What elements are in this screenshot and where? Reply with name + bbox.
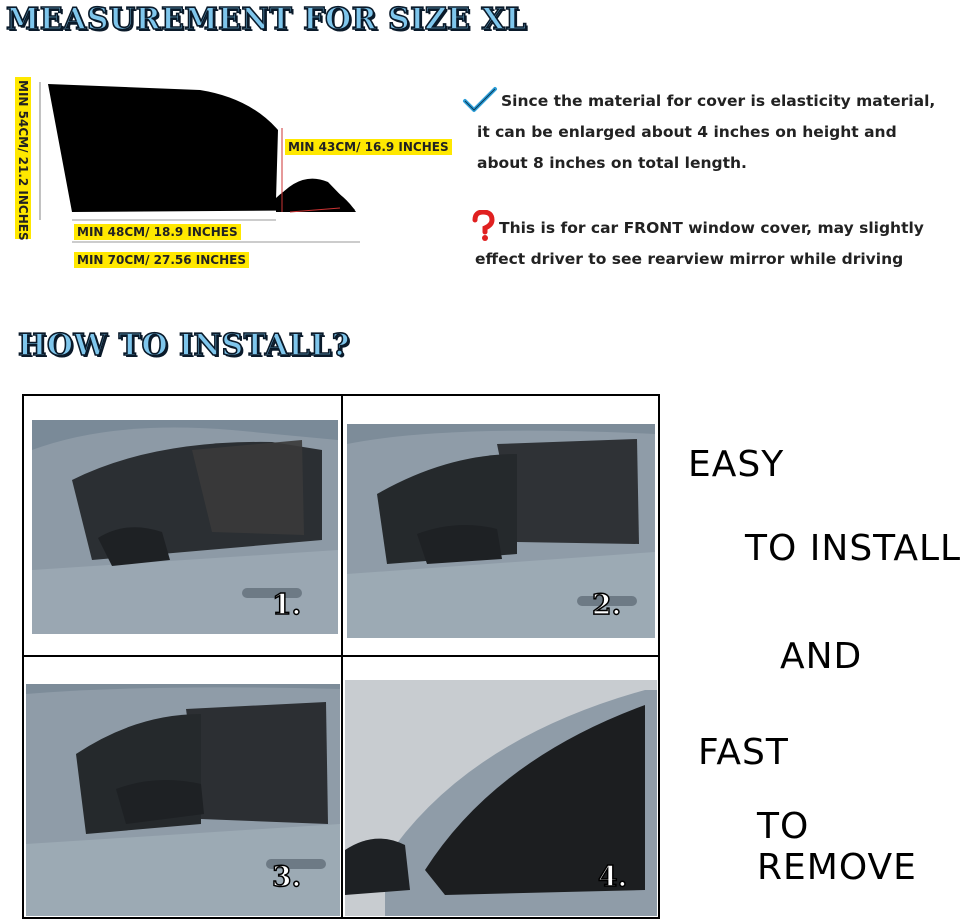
measurement-title: MEASUREMENT FOR SIZE XL bbox=[6, 2, 527, 37]
slogan-to-remove: TO REMOVE bbox=[757, 806, 917, 888]
height-label: MIN 54CM/ 21.2 INCHES bbox=[15, 77, 31, 239]
total-length-label: MIN 70CM/ 27.56 INCHES bbox=[74, 252, 249, 268]
install-title: HOW TO INSTALL? bbox=[18, 328, 350, 363]
window-cover-diagram bbox=[0, 70, 370, 270]
slogan-to-install: TO INSTALL bbox=[745, 528, 962, 569]
grid-divider-horizontal bbox=[22, 655, 660, 657]
rear-height-label: MIN 43CM/ 16.9 INCHES bbox=[285, 139, 452, 155]
mirror-notch bbox=[276, 182, 356, 212]
bottom-length-label: MIN 48CM/ 18.9 INCHES bbox=[74, 224, 241, 240]
step-1-number: 1. bbox=[272, 588, 302, 621]
step-3-number: 3. bbox=[272, 860, 302, 893]
front-window-note: This is for car FRONT window cover, may slightly effect driver to see rearview mirror while driving bbox=[475, 219, 924, 268]
slogan-easy: EASY bbox=[688, 444, 785, 485]
elastic-note: Since the material for cover is elasticity material, it can be enlarged about 4 inches on height and about 8 inches on total length. bbox=[477, 92, 936, 172]
slogan-and: AND bbox=[780, 636, 863, 677]
step-4-number: 4. bbox=[598, 860, 628, 893]
slogan-fast: FAST bbox=[698, 732, 789, 773]
step-2-number: 2. bbox=[592, 588, 622, 621]
